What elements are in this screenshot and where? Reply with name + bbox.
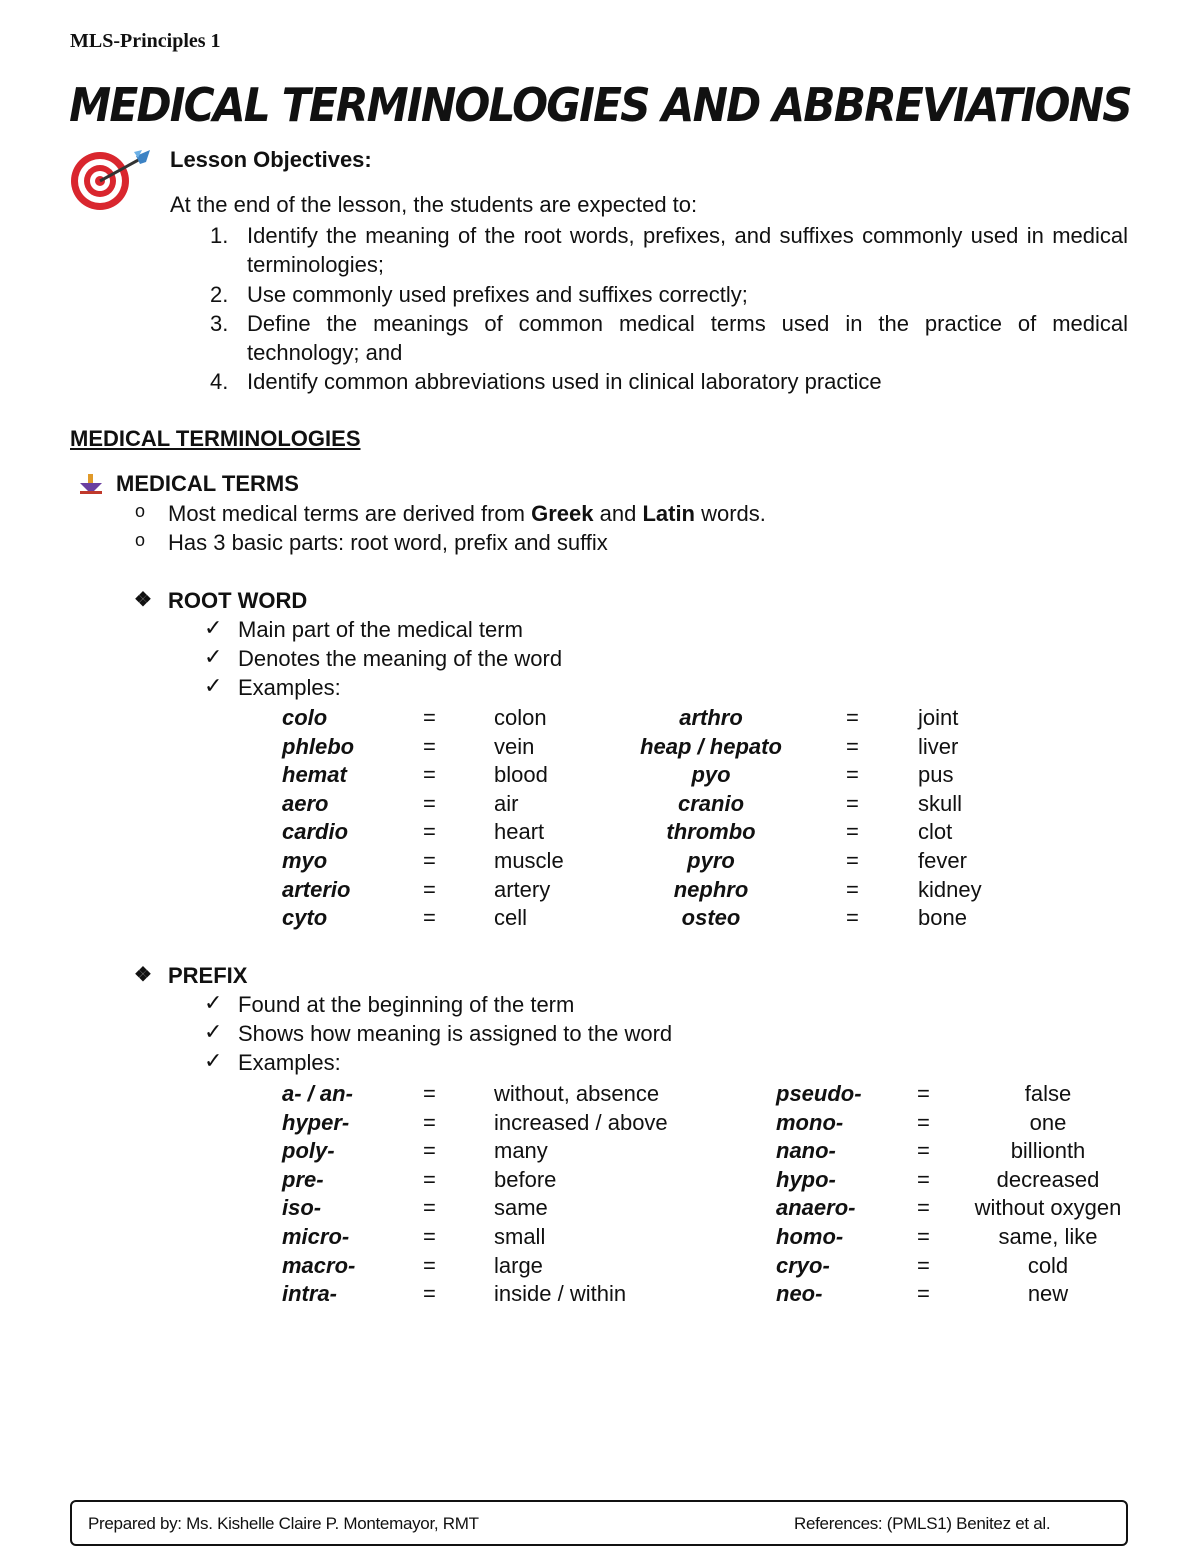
example-term: arterio	[282, 876, 351, 902]
equals-sign: =	[846, 762, 859, 788]
example-term: hyper-	[282, 1109, 350, 1135]
root-word-point: ✓ Examples:	[204, 673, 341, 700]
check-icon: ✓	[204, 1019, 223, 1044]
objective-item: 4. Identify common abbreviations used in clinical laboratory practice	[210, 369, 882, 395]
root-word-title: ❖ ROOT WORD	[134, 588, 308, 613]
example-term: cryo-	[776, 1252, 830, 1278]
example-meaning: vein	[494, 733, 535, 759]
medical-terms-title: MEDICAL TERMS	[116, 471, 299, 496]
objectives-intro: At the end of the lesson, the students are expected to:	[170, 192, 698, 217]
example-meaning: blood	[494, 762, 548, 788]
example-term: pyo	[691, 762, 731, 788]
prefix-title: ❖ PREFIX	[134, 963, 248, 988]
example-meaning: inside / within	[494, 1281, 627, 1307]
example-meaning: same, like	[998, 1224, 1098, 1249]
equals-sign: =	[423, 1138, 436, 1164]
equals-sign: =	[423, 876, 436, 902]
equals-sign: =	[846, 790, 859, 816]
example-term: phlebo	[282, 733, 355, 759]
target-icon	[70, 148, 152, 212]
example-meaning: joint	[918, 705, 959, 730]
example-term: nano-	[776, 1138, 836, 1164]
equals-sign: =	[423, 848, 436, 873]
example-term: cranio	[677, 790, 745, 816]
equals-sign: =	[423, 1281, 436, 1307]
prepared-by: Prepared by: Ms. Kishelle Claire P. Montemayor, RMT	[88, 1514, 479, 1533]
example-term: homo-	[776, 1224, 844, 1249]
example-meaning: same	[494, 1195, 548, 1221]
diamond-bullet-icon: ❖	[134, 964, 152, 986]
equals-sign: =	[846, 819, 859, 845]
example-meaning: false	[1024, 1081, 1072, 1106]
example-term: thrombo	[666, 819, 756, 845]
example-term: micro-	[282, 1224, 350, 1249]
equals-sign: =	[423, 790, 436, 816]
medical-terms-bullet: o Most medical terms are derived from Greek and Latin words.	[135, 501, 766, 526]
section-title: MEDICAL TERMINOLOGIES	[70, 426, 361, 451]
example-meaning: without, absence	[494, 1081, 660, 1106]
equals-sign: =	[423, 1252, 436, 1278]
references: References: (PMLS1) Benitez et al.	[794, 1514, 1051, 1533]
example-meaning: before	[494, 1166, 557, 1192]
example-term: hypo-	[776, 1166, 836, 1192]
equals-sign: =	[917, 1081, 930, 1106]
diamond-bullet-icon: ❖	[134, 589, 152, 611]
example-term: poly-	[282, 1138, 335, 1164]
equals-sign: =	[423, 762, 436, 788]
equals-sign: =	[423, 905, 436, 931]
example-term: pyro	[687, 848, 735, 873]
example-term: aero	[282, 790, 329, 816]
example-term: cardio	[282, 819, 349, 845]
example-meaning: pus	[918, 762, 954, 788]
example-term: cyto	[282, 905, 328, 931]
example-term: colo	[282, 705, 328, 730]
example-meaning: large	[494, 1252, 543, 1278]
example-meaning: billionth	[1010, 1138, 1086, 1164]
equals-sign: =	[423, 1109, 436, 1135]
equals-sign: =	[917, 1138, 930, 1164]
equals-sign: =	[423, 733, 436, 759]
check-icon: ✓	[204, 1048, 223, 1073]
medical-terms-bullet: o Has 3 basic parts: root word, prefix and suffix	[135, 530, 608, 555]
equals-sign: =	[423, 1195, 436, 1221]
example-meaning: cell	[494, 905, 528, 931]
page-title: MEDICAL TERMINOLOGIES AND ABBREVIATIONS	[69, 78, 1131, 132]
example-term: nephro	[673, 876, 749, 902]
equals-sign: =	[917, 1252, 930, 1278]
example-term: iso-	[282, 1195, 322, 1221]
example-term: intra-	[282, 1281, 337, 1307]
example-term: myo	[282, 848, 328, 873]
objective-item: 3. Define the meanings of common medical terms used in the practice of medical technology; and	[210, 310, 1128, 366]
equals-sign: =	[423, 1166, 436, 1192]
prefix-point: ✓ Found at the beginning of the term	[204, 990, 575, 1017]
example-meaning: decreased	[996, 1166, 1100, 1192]
example-term: mono-	[776, 1109, 844, 1135]
check-icon: ✓	[204, 615, 223, 640]
equals-sign: =	[423, 1224, 436, 1249]
example-meaning: clot	[918, 819, 953, 845]
example-meaning: small	[494, 1224, 546, 1249]
equals-sign: =	[423, 1081, 436, 1106]
example-meaning: colon	[494, 705, 547, 730]
equals-sign: =	[917, 1224, 930, 1249]
equals-sign: =	[423, 705, 436, 730]
example-meaning: kidney	[918, 876, 982, 902]
check-icon: ✓	[204, 673, 223, 698]
example-term: anaero-	[776, 1195, 856, 1221]
example-meaning: skull	[918, 790, 963, 816]
down-arrow-bullet-icon	[80, 474, 102, 494]
example-meaning: many	[494, 1138, 548, 1164]
equals-sign: =	[917, 1195, 930, 1221]
example-meaning: heart	[494, 819, 545, 845]
equals-sign: =	[917, 1166, 930, 1192]
example-term: arthro	[679, 705, 743, 730]
check-icon: ✓	[204, 990, 223, 1015]
objective-item: 2. Use commonly used prefixes and suffixes correctly;	[210, 281, 748, 307]
example-meaning: bone	[918, 905, 967, 931]
example-term: pseudo-	[776, 1081, 862, 1106]
prefix-point: ✓ Examples:	[204, 1048, 341, 1075]
example-meaning: one	[1029, 1109, 1067, 1135]
example-term: a- / an-	[282, 1081, 353, 1106]
equals-sign: =	[846, 848, 859, 873]
example-term: osteo	[681, 905, 741, 931]
equals-sign: =	[846, 905, 859, 931]
objectives-list	[170, 221, 1128, 397]
example-term: pre-	[282, 1166, 324, 1192]
example-term: neo-	[776, 1281, 823, 1307]
prefix-point: ✓ Shows how meaning is assigned to the word	[204, 1019, 673, 1046]
example-meaning: new	[1027, 1281, 1069, 1307]
objectives-heading: Lesson Objectives:	[170, 147, 372, 172]
example-meaning: increased / above	[494, 1109, 668, 1135]
example-meaning: liver	[918, 733, 959, 759]
equals-sign: =	[917, 1109, 930, 1135]
equals-sign: =	[846, 876, 859, 902]
example-meaning: fever	[918, 848, 967, 873]
example-term: heap / hepato	[640, 733, 782, 759]
example-meaning: muscle	[494, 848, 564, 873]
equals-sign: =	[846, 733, 859, 759]
objective-item: 1. Identify the meaning of the root words, prefixes, and suffixes commonly used in medical terminologies;	[210, 223, 1128, 278]
example-meaning: air	[494, 790, 519, 816]
example-term: macro-	[282, 1252, 356, 1278]
course-header: MLS-Principles 1	[70, 30, 221, 52]
equals-sign: =	[846, 705, 859, 730]
equals-sign: =	[423, 819, 436, 845]
equals-sign: =	[917, 1281, 930, 1307]
root-word-point: ✓ Denotes the meaning of the word	[204, 644, 563, 671]
root-word-point: ✓ Main part of the medical term	[204, 615, 523, 642]
example-meaning: without oxygen	[974, 1195, 1122, 1221]
example-meaning: cold	[1027, 1252, 1069, 1278]
example-term: hemat	[282, 762, 347, 788]
check-icon: ✓	[204, 644, 223, 669]
example-meaning: artery	[494, 876, 551, 902]
